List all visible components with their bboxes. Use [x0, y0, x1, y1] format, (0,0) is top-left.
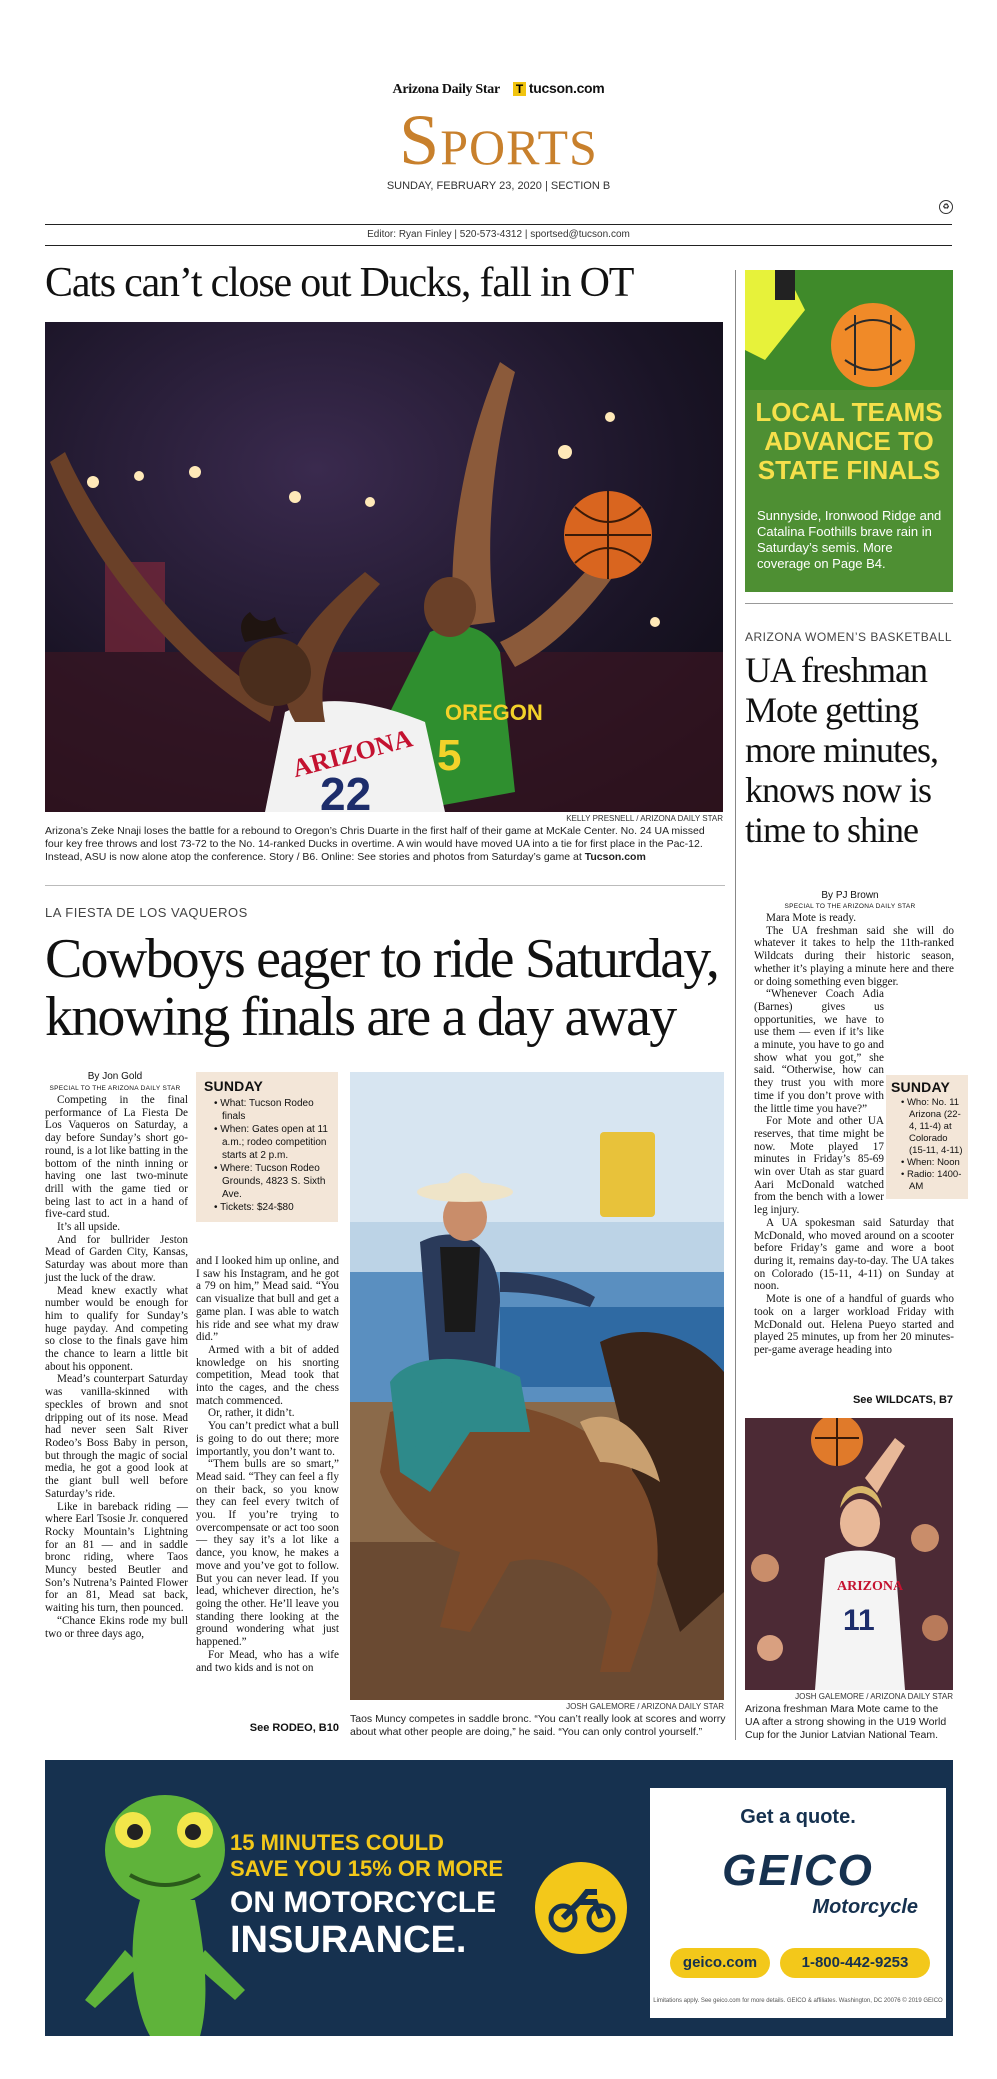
wbb-jersey-name: ARIZONA	[837, 1579, 904, 1594]
tucson-badge-icon: T	[513, 82, 526, 96]
ad-headline-line: 15 MINUTES COULD	[230, 1830, 444, 1855]
promo-text: Sunnyside, Ironwood Ridge and Catalina Foothills brave rain in Saturday’s semis. More coverage on Page B4.	[757, 508, 942, 571]
ad-quote-panel	[650, 1788, 946, 2018]
wbb-kicker: ARIZONA WOMEN’S BASKETBALL	[745, 630, 953, 644]
dateline: SUNDAY, FEBRUARY 23, 2020 | SECTION B	[386, 180, 611, 192]
info-item: • When: Gates open at 11 a.m.; rodeo competition starts at 2 p.m.	[214, 1124, 328, 1161]
wbb-jersey-number: 11	[843, 1604, 875, 1637]
away-jersey-number: 5	[437, 731, 462, 780]
paragraph: The UA freshman said she will do whatever it takes to help the 11th-ranked Wildcats during their historic season, whether it’s playing a minute here and there or doing something even bigger.	[754, 924, 954, 988]
info-item: • Radio: 1400-AM	[901, 1169, 962, 1192]
info-item: • Where: Tucson Rodeo Grounds, 4823 S. Sixth Ave.	[214, 1163, 326, 1200]
rail-rule	[745, 603, 953, 604]
lead-headline[interactable]: Cats can’t close out Ducks, fall in OT	[45, 260, 634, 306]
paragraph: Or, rather, it didn’t.	[208, 1407, 295, 1420]
paragraph: For Mote and other UA reserves, that time might be now. Mote played 17 minutes in Friday’s 85-69 win over Utah as star guard Aari McDonald watched from the bench with a lower leg injury.	[754, 1115, 884, 1217]
ad-website-button[interactable]: geico.com	[670, 1948, 770, 1978]
promo-headline: LOCAL TEAMS ADVANCE TO STATE FINALS	[755, 397, 943, 485]
paragraph: A UA spokesman said Saturday that McDonald, who moved around on a scooter before Friday’s game and wore a boot during it, remains day-to-day. The UA takes on Colorado (15-11, 4-11) on Sunday at noon.	[754, 1216, 954, 1293]
ad-fineprint: Limitations apply. See geico.com for more details. GEICO & affiliates. Washington, DC 20076 © 2019 GEICO	[653, 1998, 943, 2004]
paper-name: Arizona Daily Star	[392, 82, 500, 97]
wbb-photo-credit: JOSH GALEMORE / ARIZONA DAILY STAR	[795, 1692, 953, 1701]
lead-photo[interactable]	[45, 322, 723, 812]
rodeo-jump-link[interactable]: See RODEO, B10	[249, 1722, 339, 1734]
paragraph: Armed with a bit of added knowledge on his snorting competition, Mead took that into the cages, and the chess match commenced.	[196, 1343, 339, 1407]
paragraph: And for bullrider Jeston Mead of Garden City, Kansas, Saturday was about more than just the luck of the draw.	[45, 1233, 188, 1284]
away-jersey-name: OREGON	[445, 700, 543, 725]
wbb-photo[interactable]	[745, 1418, 953, 1690]
masthead	[0, 80, 997, 192]
geico-logo[interactable]: GEICO	[722, 1846, 874, 1895]
paper-names	[0, 80, 997, 98]
top-rule	[45, 224, 952, 225]
home-jersey-number: 22	[320, 768, 372, 812]
rodeo-kicker: LA FIESTA DE LOS VAQUEROS	[45, 905, 248, 920]
info-item: • What: Tucson Rodeo finals	[214, 1098, 314, 1122]
rail-divider	[735, 270, 736, 1740]
rodeo-caption: Taos Muncy competes in saddle bronc. “You can’t really look at scores and worry about what other people are doing,” he said. “You can only control yourself.”	[350, 1713, 726, 1738]
motorcycle-icon	[535, 1862, 627, 1954]
wbb-headline[interactable]: UA freshman Mote getting more minutes, knows now is time to shine	[745, 650, 938, 850]
editor-line: Editor: Ryan Finley | 520-573-4312 | sportsed@tucson.com	[367, 229, 630, 240]
paragraph: “Whenever Coach Adia (Barnes) gives us opportunities, we have to use them — even if it’s like a minute, you have to go and show what you got,” she said. “Otherwise, how can they trust you with more time if you don’t prove with the little time you have?”	[754, 988, 884, 1115]
home-jersey-name: ARIZONA	[289, 723, 416, 784]
ad-quote: Get a quote.	[740, 1806, 856, 1828]
paragraph: Mead knew exactly what number would be enough for him to qualify for Sunday’s huge payday. And competing so close to the finals gave him the chance to learn a little bit about his opponent.	[45, 1284, 188, 1373]
rodeo-headline[interactable]: Cowboys eager to ride Saturday, knowing finals are a day away	[45, 928, 719, 1048]
info-item: • Who: No. 11 Arizona (22-4, 11-4) at Colorado (15-11, 4-11)	[901, 1097, 963, 1156]
ad-headline-line: INSURANCE.	[230, 1919, 467, 1961]
paragraph: Mara Mote is ready.	[766, 912, 856, 924]
paragraph: and I looked him up online, and I saw his Instagram, and he got a 79 on him,” Mead said. “You can visualize that bull and get a game plan. I was able to watch his ride and see what my draw did.”	[196, 1255, 339, 1344]
paragraph: Mead’s counterpart Saturday was vanilla-skinned with speckles of brown and snot dripping out of its nose. Mead had never seen Salt River Rodeo’s Boss Baby in person, but through the magic of social media, he got a good look at the giant bull well before Saturday’s ride.	[45, 1373, 188, 1500]
paragraph: It’s all upside.	[57, 1221, 121, 1234]
rodeo-info-box	[196, 1072, 338, 1222]
basketball-photo	[45, 322, 723, 812]
mote-photo	[745, 1418, 953, 1690]
wbb-info-title: SUNDAY	[891, 1079, 951, 1095]
paragraph: Competing in the final performance of La Fiesta De Los Vaqueros on Saturday, a day before Sunday’s short go-round, is a lot like batting in the bottom of the ninth inning or having one last two-minute drill with the game tied or being last to act in a hand of five-card stud.	[45, 1094, 188, 1221]
lead-caption	[45, 825, 725, 864]
paragraph: “Them bulls are so smart,” Mead said. “They can feel a fly on their back, so you know they can feel every twitch of you. If you’re trying to overcompensate or act too soon — they say it’s a lot like a dance, you know, he makes a move and you’ve got to follow. But you can never lead. If you lead, whichever direction, he’s going the other. He’ll leave you standing there looking at the ground wondering what just happened.”	[196, 1458, 339, 1649]
rodeo-byline: By Jon Gold	[87, 1071, 143, 1082]
rodeo-info-title: SUNDAY	[204, 1078, 264, 1094]
wbb-caption: Arizona freshman Mara Mote came to the UA after a strong showing in the U19 World Cup for the Junior Latvian National Team.	[745, 1703, 947, 1741]
info-item: • When: Noon	[901, 1157, 960, 1168]
ad-phone-button[interactable]: 1-800-442-9253	[780, 1948, 930, 1978]
lead-divider	[45, 885, 725, 886]
rodeo-photo-credit: JOSH GALEMORE / ARIZONA DAILY STAR	[566, 1702, 724, 1711]
section-title: Sports	[399, 100, 598, 180]
info-item: • Tickets: $24-$80	[214, 1202, 294, 1213]
wbb-jump-link[interactable]: See WILDCATS, B7	[852, 1394, 953, 1406]
paragraph: “Chance Ekins rode my bull two or three days ago,	[45, 1614, 188, 1640]
saddle-bronc-photo	[350, 1072, 724, 1700]
recycle-icon: ♻	[939, 200, 953, 214]
wbb-byline: By PJ Brown	[821, 890, 879, 901]
lead-caption-link[interactable]: Tucson.com	[584, 851, 646, 863]
paragraph: For Mead, who has a wife and two kids and is not on	[196, 1648, 339, 1674]
paragraph: You can’t predict what a bull is going to do out there; more importantly, you don’t want to.	[196, 1420, 339, 1458]
ad-headline-line: SAVE YOU 15% OR MORE	[230, 1856, 504, 1881]
editor-rule	[45, 245, 952, 246]
wbb-info-box	[886, 1075, 968, 1199]
ad-headline	[230, 1830, 550, 1882]
geico-ad[interactable]	[45, 1760, 953, 2036]
wbb-byline-tag: SPECIAL TO THE ARIZONA DAILY STAR	[784, 903, 916, 910]
rodeo-column-2	[196, 1255, 339, 1674]
rodeo-photo[interactable]	[350, 1072, 724, 1700]
rodeo-byline-tag: SPECIAL TO THE ARIZONA DAILY STAR	[49, 1085, 181, 1092]
site-name[interactable]: tucson.com	[528, 80, 605, 96]
ad-headline-line: ON MOTORCYCLE	[230, 1886, 497, 1919]
lead-photo-credit: KELLY PRESNELL / ARIZONA DAILY STAR	[566, 814, 723, 823]
ad-headline-main	[230, 1886, 550, 1960]
paragraph: Like in bareback riding — where Earl Tsosie Jr. conquered Rocky Mountain’s Lightning for an 81 — and in saddle bronc riding, where Taos Muncy bested Beutler and Son’s Nutrena’s Painted Flower for an 81, Mead sat back, waiting his turn, then pounced.	[45, 1500, 188, 1615]
local-teams-promo[interactable]	[745, 270, 953, 592]
paragraph: Mote is one of a handful of guards who took on a larger workload Friday with McDonald out. Helena Pueyo started and played 25 minutes, up from her 20 minutes-per-game average heading into	[754, 1293, 954, 1356]
geico-logo-sub: Motorcycle	[812, 1896, 918, 1918]
motorcycle-glyph	[535, 1862, 627, 1954]
lead-caption-text: Arizona’s Zeke Nnaji loses the battle for a rebound to Oregon’s Chris Duarte in the first half of their game at McKale Center. No. 24 UA missed four key free throws and lost 73-72 to the No. 14-ranked Ducks in overtime. A win would have moved UA into a tie for first place in the Pac-12. Instead, ASU is now alone atop the conference. Story / B6. Online: See stories and photos from Saturday’s game at	[45, 825, 705, 863]
rodeo-column-1	[45, 1094, 188, 1640]
soccer-photo	[745, 270, 953, 390]
